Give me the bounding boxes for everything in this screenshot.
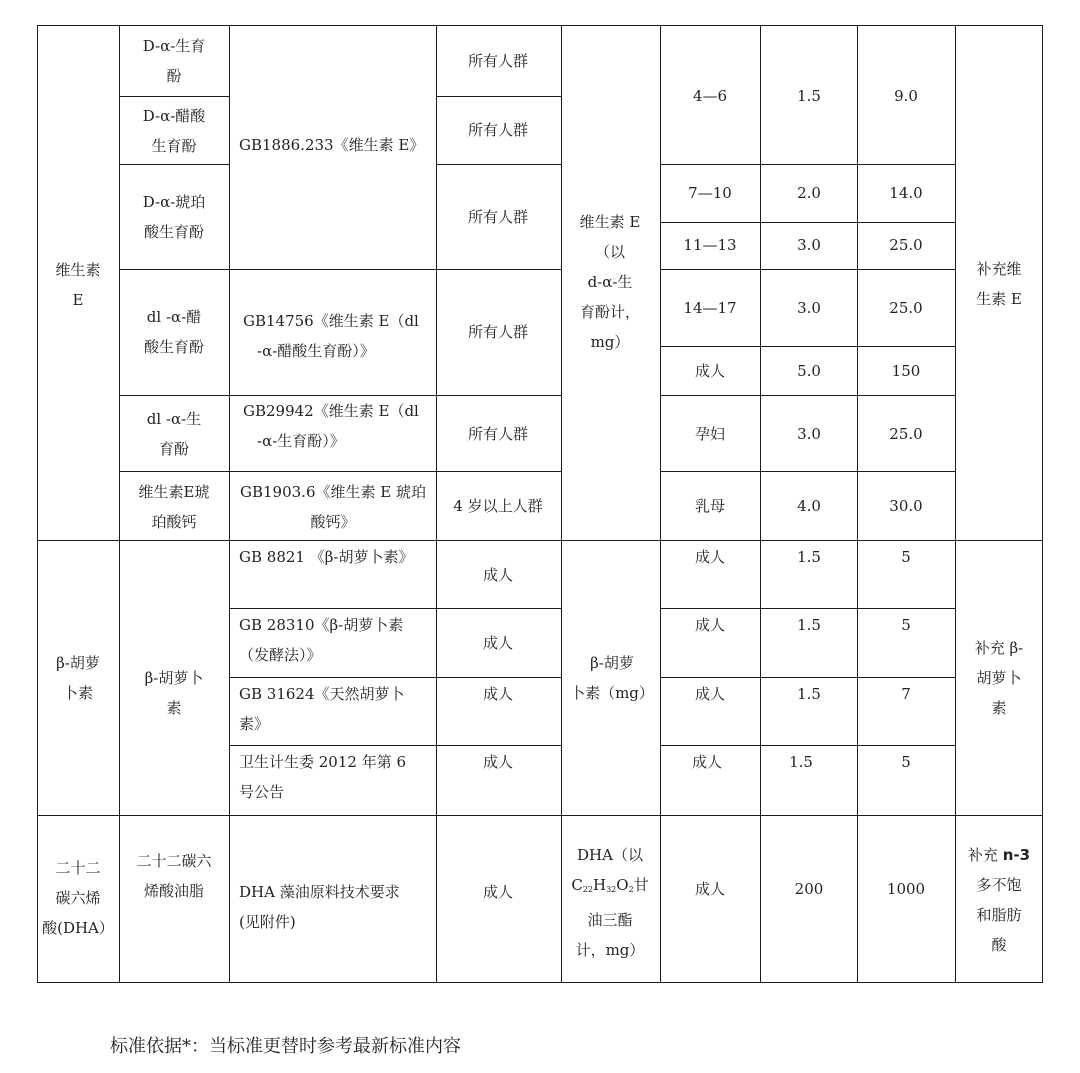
row-divider bbox=[660, 471, 956, 472]
max-amount: 150 bbox=[891, 362, 921, 380]
age-group: 14—17 bbox=[683, 299, 737, 317]
population: 所有人群 bbox=[467, 425, 529, 443]
population: 成人 bbox=[482, 566, 514, 584]
age-group: 乳母 bbox=[694, 497, 726, 515]
row-divider bbox=[119, 164, 230, 165]
population: 成人 bbox=[482, 685, 514, 703]
column-divider bbox=[660, 25, 661, 983]
row-divider bbox=[660, 164, 956, 165]
age-group: 成人 bbox=[694, 548, 726, 566]
dosage-unit: DHA（以 $C_{22}H_{32}O_2$甘 油三酯 计，mg） bbox=[571, 846, 649, 959]
row-divider bbox=[660, 745, 956, 746]
table-border bbox=[1042, 25, 1043, 983]
age-group: 7—10 bbox=[688, 184, 732, 202]
row-divider bbox=[436, 96, 562, 97]
max-amount: 25.0 bbox=[889, 236, 923, 254]
footnote: 标准依据*：当标准更替时参考最新标准内容 bbox=[110, 1036, 461, 1057]
column-divider bbox=[561, 25, 562, 983]
row-divider bbox=[660, 346, 956, 347]
min-amount: 1.5 bbox=[797, 87, 821, 105]
population: 所有人群 bbox=[467, 52, 529, 70]
age-group: 成人 bbox=[694, 362, 726, 380]
max-amount: 25.0 bbox=[889, 299, 923, 317]
row-divider bbox=[660, 677, 956, 678]
column-divider bbox=[436, 25, 437, 983]
max-amount: 5 bbox=[901, 616, 911, 634]
age-group: 成人 bbox=[694, 685, 726, 703]
age-group: 成人 bbox=[694, 616, 726, 634]
min-amount: 200 bbox=[794, 880, 824, 898]
dosage-unit: β-胡萝 卜素（mg） bbox=[570, 654, 654, 702]
min-amount: 1.5 bbox=[789, 753, 813, 771]
row-divider bbox=[119, 96, 230, 97]
age-group: 孕妇 bbox=[694, 425, 726, 443]
row-divider bbox=[436, 164, 562, 165]
standard-reference: GB1903.6《维生素 E 琥珀 酸钙》 bbox=[240, 483, 426, 531]
section-divider bbox=[37, 540, 1043, 541]
max-amount: 9.0 bbox=[894, 87, 918, 105]
standard-reference: GB14756《维生素 E（dl -α-醋酸生育酚）》 bbox=[243, 312, 419, 360]
row-divider bbox=[660, 608, 956, 609]
compound-name: D-α-醋酸 生育酚 bbox=[142, 107, 206, 155]
compound-name: D-α-生育 酚 bbox=[142, 37, 206, 85]
population: 成人 bbox=[482, 634, 514, 652]
max-amount: 1000 bbox=[886, 880, 926, 898]
dosage-unit: 维生素 E （以 d-α-生 育酚计， mg） bbox=[579, 213, 641, 351]
column-divider bbox=[857, 25, 858, 983]
population: 所有人群 bbox=[467, 323, 529, 341]
function-claim: 补充 β- 胡萝卜 素 bbox=[974, 639, 1024, 717]
standard-reference: GB29942《维生素 E（dl -α-生育酚）》 bbox=[243, 402, 419, 450]
min-amount: 3.0 bbox=[797, 425, 821, 443]
population: 所有人群 bbox=[467, 208, 529, 226]
compound-name: dl -α-生 育酚 bbox=[146, 410, 202, 458]
compound-name: dl -α-醋 酸生育酚 bbox=[143, 308, 205, 356]
min-amount: 5.0 bbox=[797, 362, 821, 380]
max-amount: 7 bbox=[901, 685, 911, 703]
population: 成人 bbox=[482, 883, 514, 901]
table-border bbox=[37, 982, 1043, 983]
column-divider bbox=[760, 25, 761, 983]
age-group: 11—13 bbox=[683, 236, 737, 254]
section-divider bbox=[37, 815, 1043, 816]
age-group: 4—6 bbox=[692, 87, 728, 105]
row-divider bbox=[119, 269, 562, 270]
standard-reference: GB 8821 《β-胡萝卜素》 bbox=[239, 548, 414, 566]
column-divider bbox=[955, 25, 956, 983]
min-amount: 1.5 bbox=[797, 616, 821, 634]
compound-name: 二十二碳六 烯酸油脂 bbox=[136, 852, 212, 900]
max-amount: 5 bbox=[901, 753, 911, 771]
min-amount: 2.0 bbox=[797, 184, 821, 202]
min-amount: 1.5 bbox=[797, 548, 821, 566]
table-border bbox=[37, 25, 38, 983]
age-group: 成人 bbox=[694, 880, 726, 898]
min-amount: 3.0 bbox=[797, 299, 821, 317]
row-divider bbox=[229, 677, 562, 678]
category-label: 二十二 碳六烯 酸(DHA） bbox=[42, 859, 114, 937]
population: 成人 bbox=[482, 753, 514, 771]
column-divider bbox=[119, 25, 120, 983]
min-amount: 1.5 bbox=[797, 685, 821, 703]
function-claim: 补充 n-3 多不饱 和脂肪 酸 bbox=[967, 846, 1031, 954]
standard-reference: DHA 藻油原料技术要求 (见附件) bbox=[239, 883, 400, 931]
compound-name: D-α-琥珀 酸生育酚 bbox=[142, 193, 206, 241]
max-amount: 5 bbox=[901, 548, 911, 566]
population: 所有人群 bbox=[467, 121, 529, 139]
standard-reference: GB1886.233《维生素 E》 bbox=[239, 136, 425, 154]
row-divider bbox=[119, 471, 562, 472]
min-amount: 4.0 bbox=[797, 497, 821, 515]
function-claim: 补充维 生素 E bbox=[976, 260, 1022, 308]
row-divider bbox=[660, 269, 956, 270]
row-divider bbox=[660, 395, 956, 396]
age-group: 成人 bbox=[691, 753, 723, 771]
population: 4 岁以上人群 bbox=[453, 497, 543, 515]
max-amount: 14.0 bbox=[889, 184, 923, 202]
compound-name: β-胡萝卜 素 bbox=[144, 669, 204, 717]
category-label: 维生素 E bbox=[55, 261, 101, 309]
row-divider bbox=[229, 745, 562, 746]
category-label: β-胡萝 卜素 bbox=[56, 654, 100, 702]
standard-reference: 卫生计生委 2012 年第 6 号公告 bbox=[239, 753, 407, 801]
row-divider bbox=[660, 222, 956, 223]
compound-name: 维生素E琥 珀酸钙 bbox=[138, 483, 210, 531]
min-amount: 3.0 bbox=[797, 236, 821, 254]
standard-reference: GB 31624《天然胡萝卜 素》 bbox=[239, 685, 405, 733]
max-amount: 25.0 bbox=[889, 425, 923, 443]
table-border bbox=[37, 25, 1043, 26]
standard-reference: GB 28310《β-胡萝卜素 （发酵法）》 bbox=[239, 616, 404, 664]
row-divider bbox=[229, 608, 562, 609]
max-amount: 30.0 bbox=[889, 497, 923, 515]
column-divider bbox=[229, 25, 230, 983]
